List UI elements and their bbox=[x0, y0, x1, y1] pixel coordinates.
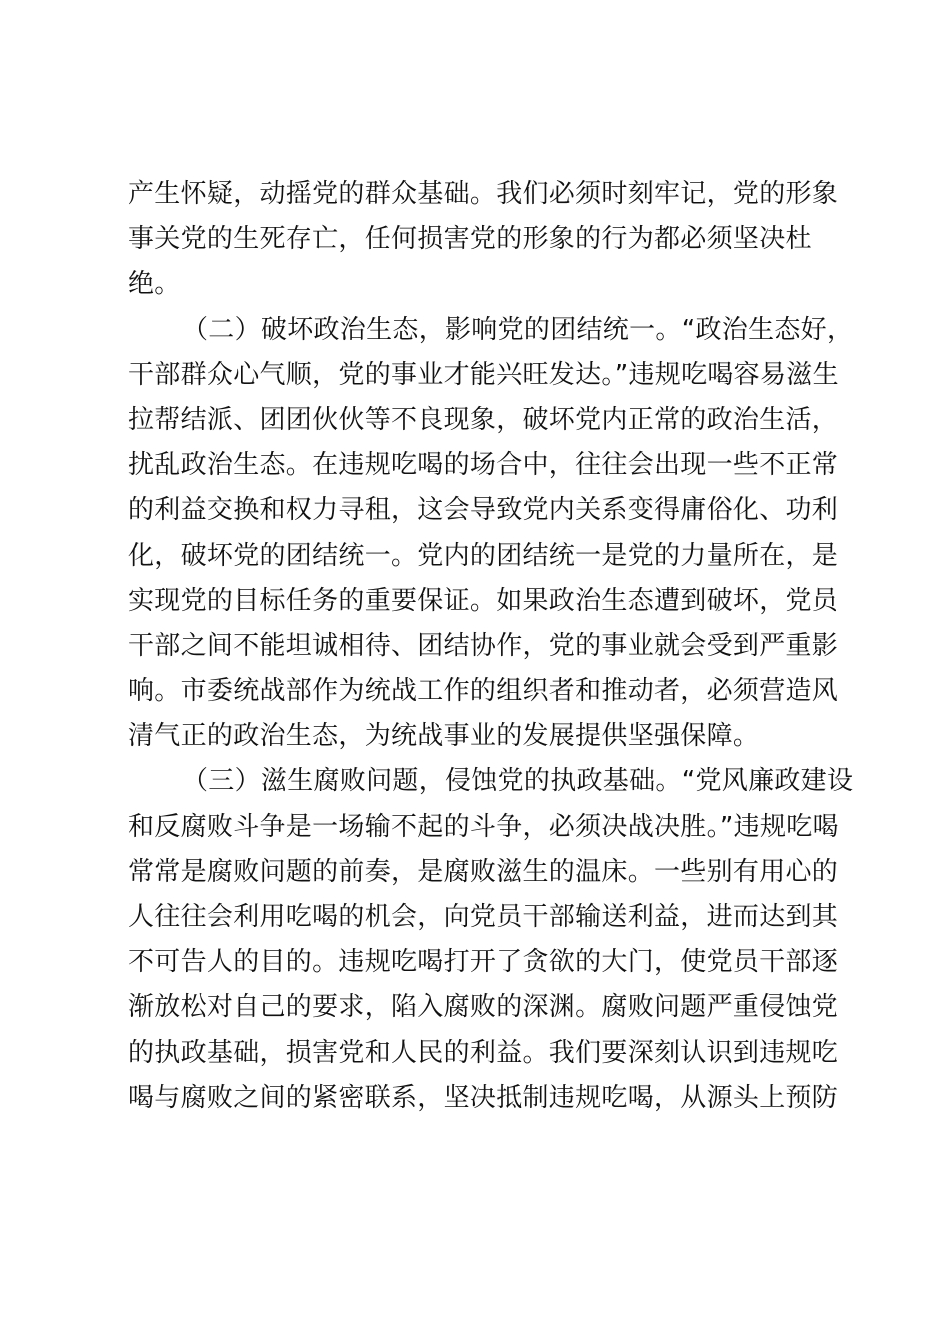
text-line: 人往往会利用吃喝的机会，向党员干部输送利益，进而达到其 bbox=[128, 902, 839, 932]
text-line: 的利益交换和权力寻租，这会导致党内关系变得庸俗化、功利 bbox=[128, 495, 839, 526]
text-line: 化，破坏党的团结统一。党内的团结统一是党的力量所在，是 bbox=[128, 540, 839, 571]
text-line: 喝与腐败之间的紧密联系，坚决抵制违规吃喝，从源头上预防 bbox=[128, 1082, 839, 1113]
text-line: 渐放松对自己的要求，陷入腐败的深渊。腐败问题严重侵蚀党 bbox=[128, 992, 839, 1023]
text-line: 实现党的目标任务的重要保证。如果政治生态遭到破坏，党员 bbox=[128, 585, 839, 616]
text-line: 拉帮结派、团团伙伙等不良现象，破坏党内正常的政治生活， bbox=[128, 404, 839, 435]
text-line: 干部之间不能坦诚相待、团结协作，党的事业就会受到严重影 bbox=[128, 630, 839, 661]
section-heading-line: （二）破坏政治生态，影响党的团结统一。“政治生态好， bbox=[182, 314, 854, 345]
text-line: 常常是腐败问题的前奏，是腐败滋生的温床。一些别有用心的 bbox=[128, 856, 839, 887]
body-text bbox=[128, 172, 854, 1121]
text-line: 事关党的生死存亡，任何损害党的形象的行为都必须坚决杜 bbox=[128, 224, 812, 255]
text-line: 和反腐败斗争是一场输不起的斗争，必须决战决胜。”违规吃喝 bbox=[128, 811, 839, 842]
text-line: 产生怀疑，动摇党的群众基础。我们必须时刻牢记，党的形象 bbox=[128, 179, 839, 209]
text-line: 不可告人的目的。违规吃喝打开了贪欲的大门，使党员干部逐 bbox=[128, 947, 839, 978]
section-heading-line: （三）滋生腐败问题，侵蚀党的执政基础。“党风廉政建设 bbox=[182, 766, 854, 797]
text-line: 响。市委统战部作为统战工作的组织者和推动者，必须营造风 bbox=[128, 676, 839, 707]
text-line: 的执政基础，损害党和人民的利益。我们要深刻认识到违规吃 bbox=[128, 1037, 839, 1068]
text-line: 清气正的政治生态，为统战事业的发展提供坚强保障。 bbox=[128, 721, 760, 752]
text-line: 绝。 bbox=[128, 269, 181, 300]
text-line: 干部群众心气顺，党的事业才能兴旺发达。”违规吃喝容易滋生 bbox=[128, 359, 839, 390]
text-line: 扰乱政治生态。在违规吃喝的场合中，往往会出现一些不正常 bbox=[128, 450, 839, 481]
